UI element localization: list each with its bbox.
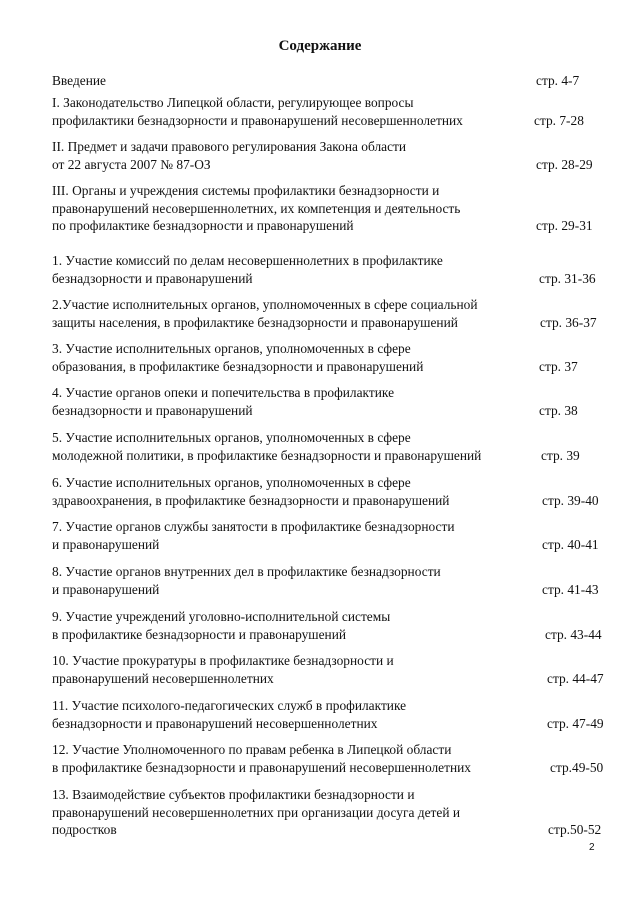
toc-entry-text: 2.Участие исполнительных органов, уполномоченных в сфере социальной защиты населения, в профилактике безнадзорности и правонарушений [52,297,478,330]
toc-entry-section-2 [52,138,612,173]
toc-entry-page: стр. 4-7 [536,73,580,88]
toc-entry-text: 12. Участие Уполномоченного по правам ребенка в Липецкой области в профилактике безнадзорности и правонарушений несовершеннолетних [52,742,471,775]
toc-entry-page: стр. 36-37 [540,314,597,330]
toc-entry-page: стр. 39 [541,447,580,463]
toc-entry-6 [52,474,612,509]
toc-entry-11 [52,697,612,732]
toc-entry-page: стр. 29-31 [536,218,593,233]
toc-entry-5 [52,429,612,464]
toc-entry-page: стр. 47-49 [547,715,604,731]
toc-entry-4 [52,384,612,419]
toc-entry-page: стр. 31-36 [539,270,596,286]
toc-entry-page: стр. 44-47 [547,670,604,686]
toc-entry-8 [52,563,612,598]
toc-entry-page: стр. 40-41 [542,536,599,552]
toc-entry-section-3 [52,182,612,235]
toc-entry-intro [52,72,612,90]
toc-entry-page: стр.49-50 [550,759,604,775]
toc-entry-text: 3. Участие исполнительных органов, уполномоченных в сфере образования, в профилактике безнадзорности и правонарушений [52,341,424,374]
toc-entry-text: I. Законодательство Липецкой области, регулирующее вопросы профилактики безнадзорности и правонарушений несовершеннолетних [52,95,463,128]
toc-entry-text: 9. Участие учреждений уголовно-исполнительной системы в профилактике безнадзорности и правонарушений [52,609,391,642]
toc-entry-text: 4. Участие органов опеки и попечительства в профилактике безнадзорности и правонарушений [52,385,395,418]
toc-title: Содержание [278,38,362,54]
toc-entry-12 [52,741,612,776]
toc-entry-10 [52,652,612,687]
toc-entry-text: 8. Участие органов внутренних дел в профилактике безнадзорности и правонарушений [52,564,441,597]
toc-entry-7 [52,518,612,553]
toc-entry-page: стр. 43-44 [545,626,602,642]
toc-entry-text: 6. Участие исполнительных органов, уполномоченных в сфере здравоохранения, в профилактике безнадзорности и правонарушений [52,475,450,508]
toc-entry-text: III. Органы и учреждения системы профилактики безнадзорности и правонарушений несовершеннолетних, их компетенция и деятельность по профилактике безнадзорности и правонарушений [52,183,461,233]
toc-entry-section-1 [52,94,612,129]
toc-entry-2 [52,296,612,331]
toc-entry-page: стр. 28-29 [536,156,593,172]
toc-entry-text: II. Предмет и задачи правового регулирования Закона области от 22 августа 2007 № 87-ОЗ [52,139,407,172]
toc-entry-9 [52,608,612,643]
toc-entry-text: 13. Взаимодействие субъектов профилактики безнадзорности и правонарушений несовершеннолетних при организации досуга детей и подростков [52,787,461,837]
toc-entry-text: 11. Участие психолого-педагогических служб в профилактике безнадзорности и правонарушений несовершеннолетних [52,698,407,731]
toc-entry-page: стр. 7-28 [534,112,584,128]
toc-entry-page: стр. 41-43 [542,581,599,597]
toc-entry-text: 7. Участие органов службы занятости в профилактике безнадзорности и правонарушений [52,519,455,552]
toc-entry-text: Введение [52,73,106,88]
toc-entry-text: 5. Участие исполнительных органов, уполномоченных в сфере молодежной политики, в профилактике безнадзорности и правонарушений [52,430,482,463]
toc-entry-text: 10. Участие прокуратуры в профилактике безнадзорности и правонарушений несовершеннолетних [52,653,394,686]
page-number: 2 [589,842,595,853]
toc-entry-1 [52,252,612,287]
toc-entry-page: стр.50-52 [548,822,602,837]
toc-entry-page: стр. 37 [539,358,578,374]
toc-entry-text: 1. Участие комиссий по делам несовершеннолетних в профилактике безнадзорности и правонарушений [52,253,443,286]
toc-entry-3 [52,340,612,375]
toc-entry-13 [52,786,612,839]
toc-entry-page: стр. 38 [539,402,578,418]
toc-entry-page: стр. 39-40 [542,492,599,508]
